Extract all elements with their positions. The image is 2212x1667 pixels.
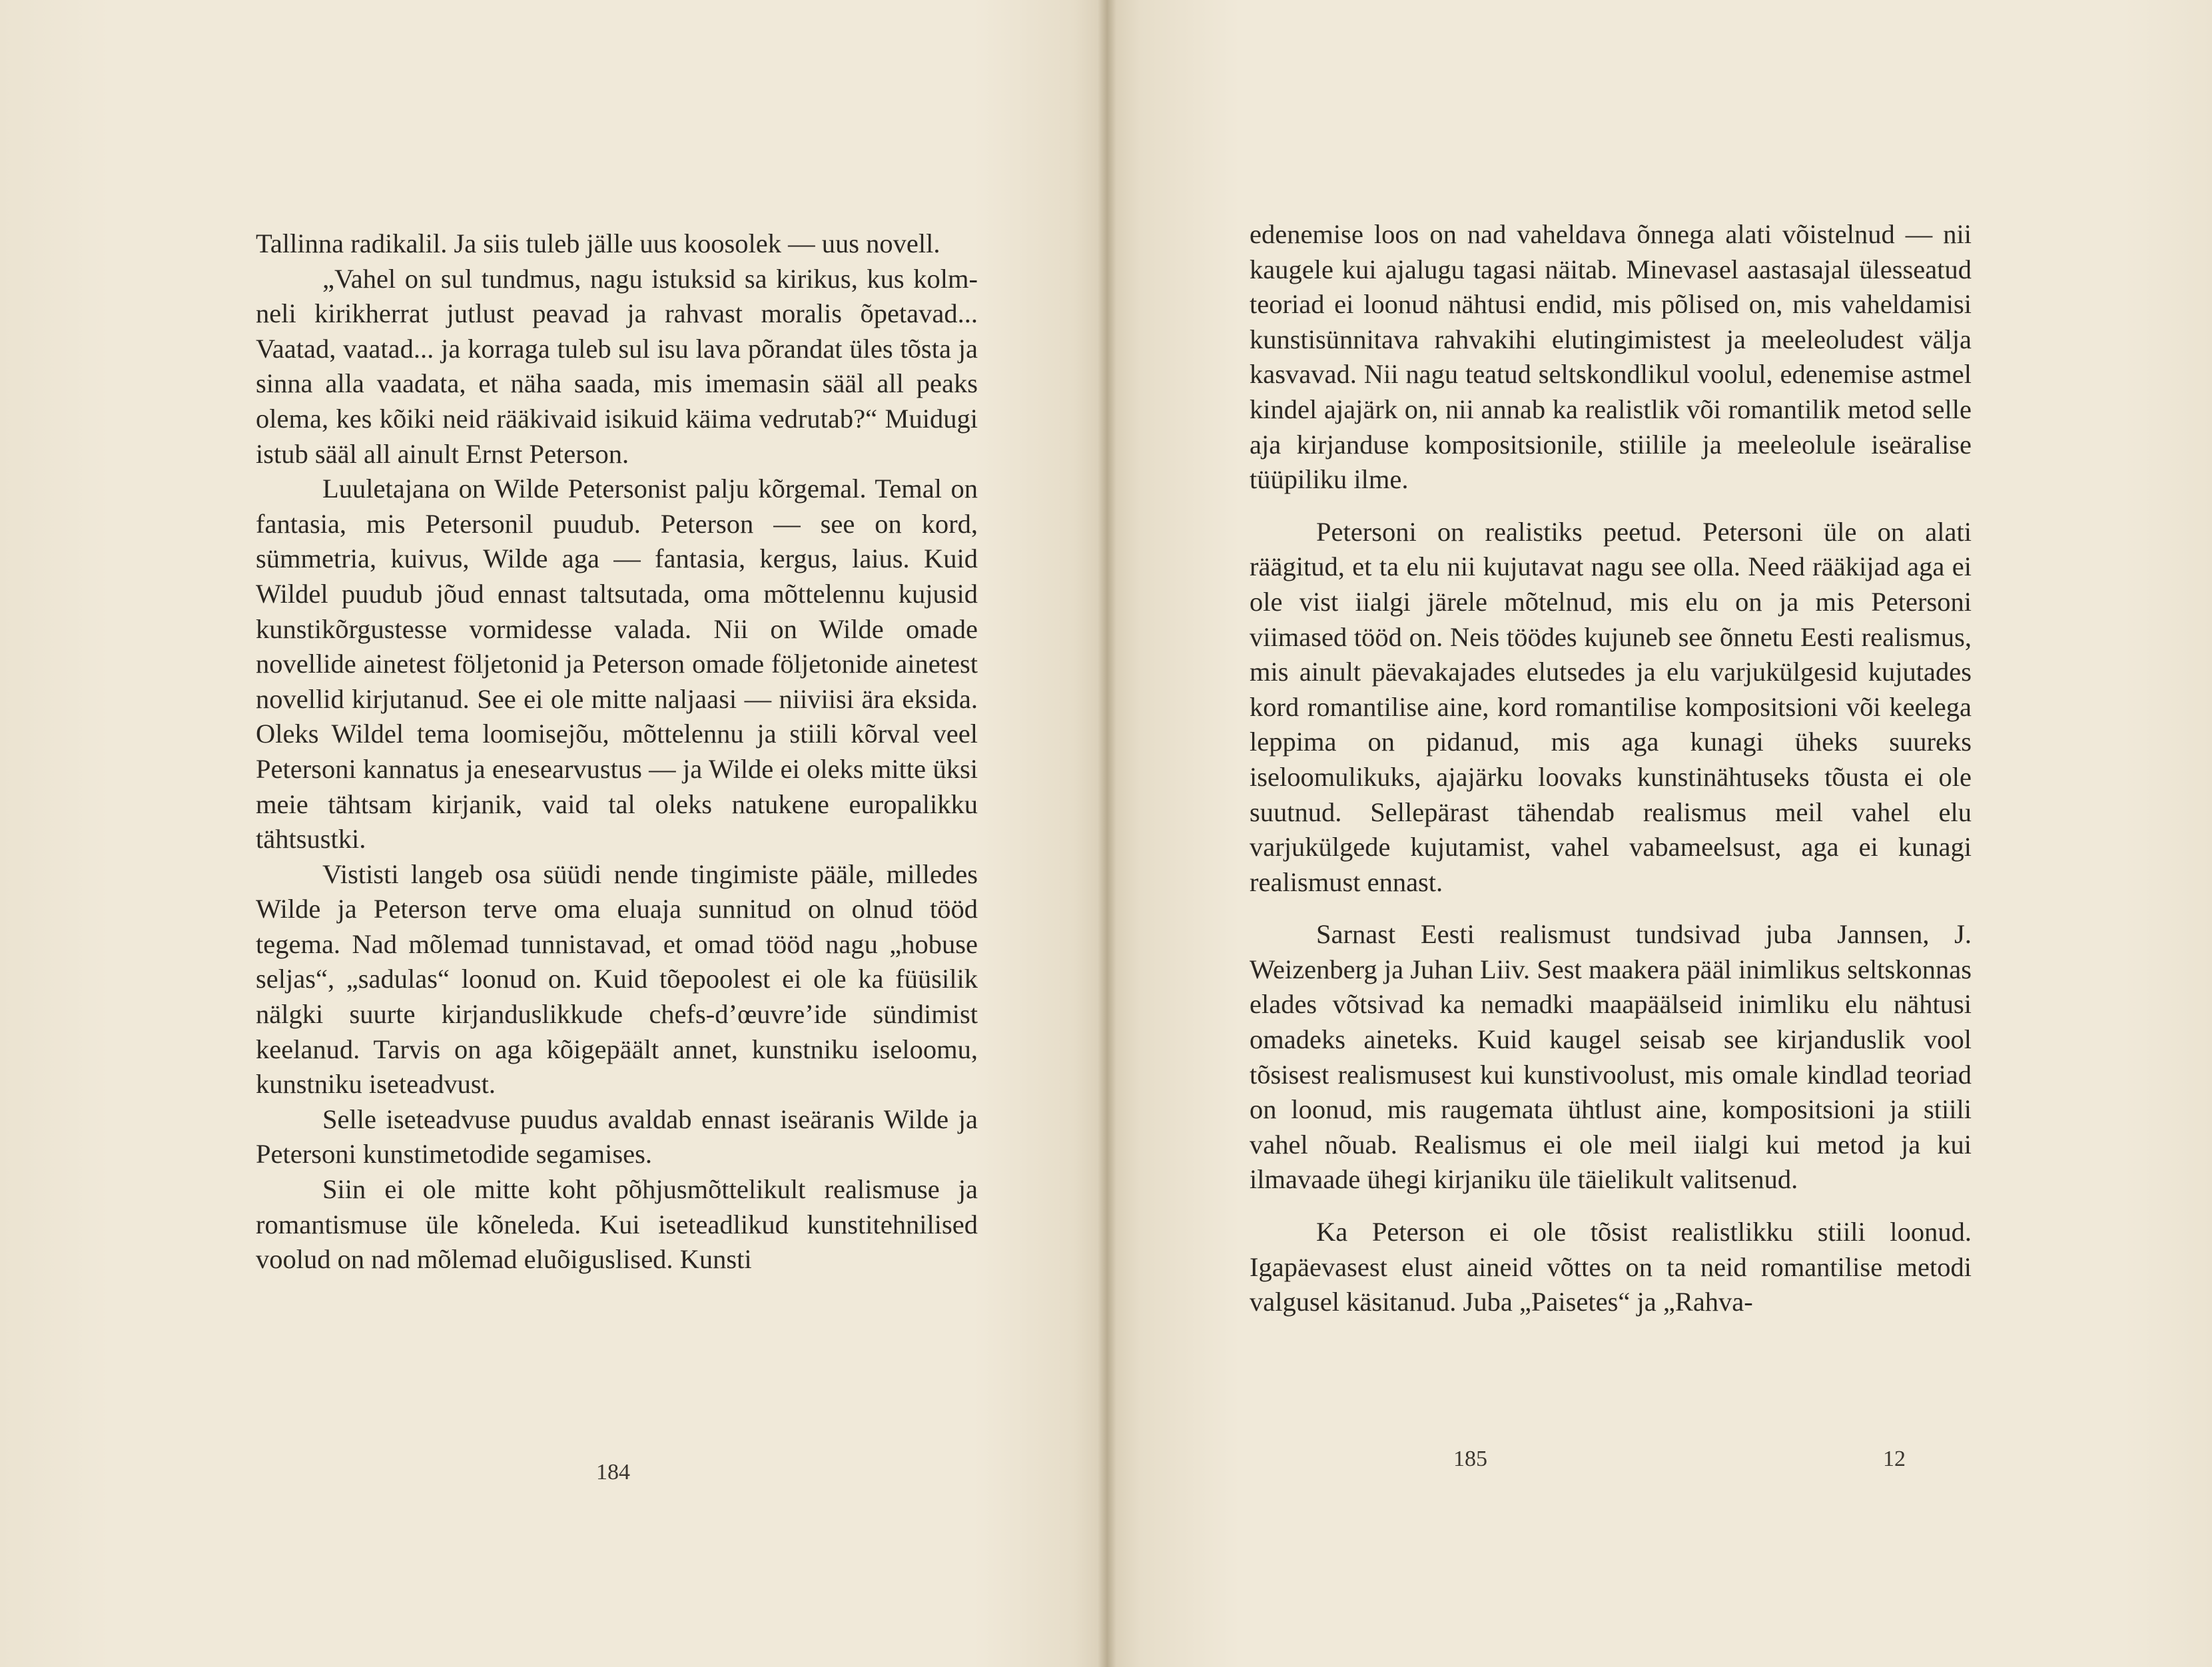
- page-number-left: 184: [596, 1460, 630, 1485]
- paragraph: Sarnast Eesti realismust tundsivad juba Jannsen, J. Weizenberg ja Juhan Liiv. Sest maakera pääl inimlikus seltskonnas elades võtsivad ka nemadki maapäälseid inimliku elu nähtusi omadeks aineteks. Kuid kaugel seisab see kirjanduslik vool tõsisest realismusest kui kunstivoolust, mis omale kindlad teoriad on loonud, mis raugemata ühtlust aine, kompositsioni ja stiili vahel nõuab. Realismus ei ole meil iialgi kui metod ja kui ilmavaade ühegi kirjaniku üle täielikult valitsenud.: [1250, 919, 1972, 1195]
- right-page-text: [1250, 217, 1972, 1320]
- signature-mark: 12: [1883, 1447, 1906, 1471]
- paragraph: Selle iseteadvuse puudus avaldab ennast iseäranis Wilde ja Petersoni kunstimetodide segamises.: [256, 1104, 978, 1169]
- paragraph: „Vahel on sul tundmus, nagu istuksid sa kirikus, kus kolm-neli kirikherrat jutlust peavad ja rahvast moralis õpetavad... Vaatad, vaatad... ja korraga tuleb sul isu lava põrandat üles tõsta ja sinna alla vaadata, et näha saada, mis imemasin sääl all peaks olema, kes kõiki neid rääkivaid isikuid käima vedrutab?“ Muidugi istub sääl all ainult Ernst Peterson.: [256, 263, 978, 469]
- paragraph: Vististi langeb osa süüdi nende tingimiste pääle, milledes Wilde ja Peterson terve oma eluaja sunnitud on olnud tööd tegema. Nad mõlemad tunnistavad, et omad tööd nagu „hobuse seljas“, „sadulas“ loonud on. Kuid tõepoolest ei ole ka füüsilik nälgki suurte kirjanduslikkude chefs-d’œuvre’ide sündimist keelanud. Tarvis on aga kõigepäält annet, kunstniku iseloomu, kunstniku iseteadvust.: [256, 858, 978, 1100]
- paragraph: edenemise loos on nad vaheldava õnnega alati võistelnud — nii kaugele kui ajalugu tagasi näitab. Minevasel aastasajal ülesseatud teoriad ei loonud nähtusi endid, mis põlised on, mis vaheldamisi kunstisünnitava rahvakihi elutingimistest ja meeleoludest välja kasvavad. Nii nagu teatud seltskondlikul voolul, edenemise astmel kindel ajajärk on, nii annab ka realistlik või romantilik metod selle aja kirjanduse kompositsionile, stiilile ja meeleolule iseäralise tüüpiliku ilme.: [1250, 219, 1972, 495]
- paragraph: Petersoni on realistiks peetud. Petersoni üle on alati räägitud, et ta elu nii kujutavat nagu see olla. Need rääkijad aga ei ole vist iialgi järele mõtelnud, mis elu on ja mis Petersoni viimased tööd on. Neis töödes kujuneb see õnnetu Eesti realismus, mis ainult päevakajades elutsedes ja elu varjukülgesid kujutades kord romantilise aine, kord romantilise kompositsioni või keelega leppima on pidanud, mis aga kunagi üheks suureks iseloomulikuks, ajajärku loovaks kunstinähtuseks tõusta ei ole suutnud. Sellepärast tähendab realismus meil vahel elu varjukülgede kujutamist, vahel vabameelsust, aga ei kunagi realismust ennast.: [1250, 516, 1972, 897]
- right-page: [1107, 0, 2212, 1667]
- paragraph: Ka Peterson ei ole tõsist realistlikku stiili loonud. Igapäevasest elust aineid võttes on ta neid romantilise metodi valgusel käsitanud. Juba „Paisetes“ ja „Rahva-: [1250, 1217, 1972, 1317]
- paragraph: Tallinna radikalil. Ja siis tuleb jälle uus koosolek — uus novell.: [256, 228, 940, 258]
- paragraph: Luuletajana on Wilde Petersonist palju kõrgemal. Temal on fantasia, mis Petersonil puudub. Peterson — see on kord, sümmetria, kuivus, Wilde aga — fantasia, kergus, laius. Kuid Wildel puudub jõud ennast taltsutada, oma mõttelennu kujusid kunstikõrgustesse vormidesse valada. Nii on Wilde omade novellide ainetest följetonid ja Peterson omade följetonide ainetest novellid kirjutanud. See ei ole mitte naljaasi — niiviisi ära eksida. Oleks Wildel tema loomisejõu, mõttelennu ja stiili kõrval veel Petersoni kannatus ja enesearvustus — ja Wilde ei oleks mitte üksi meie tähtsam kirjanik, vaid tal oleks natukene europalikku tähtsustki.: [256, 474, 978, 854]
- left-page-text: [256, 226, 978, 1277]
- page-number-right: 185: [1453, 1447, 1487, 1471]
- book-gutter: [1098, 0, 1116, 1667]
- paragraph: Siin ei ole mitte koht põhjusmõttelikult realismuse ja romantismuse üle kõneleda. Kui iseteadlikud kunstitehnilised voolud on nad mõlemad eluõiguslised. Kunsti: [256, 1174, 978, 1275]
